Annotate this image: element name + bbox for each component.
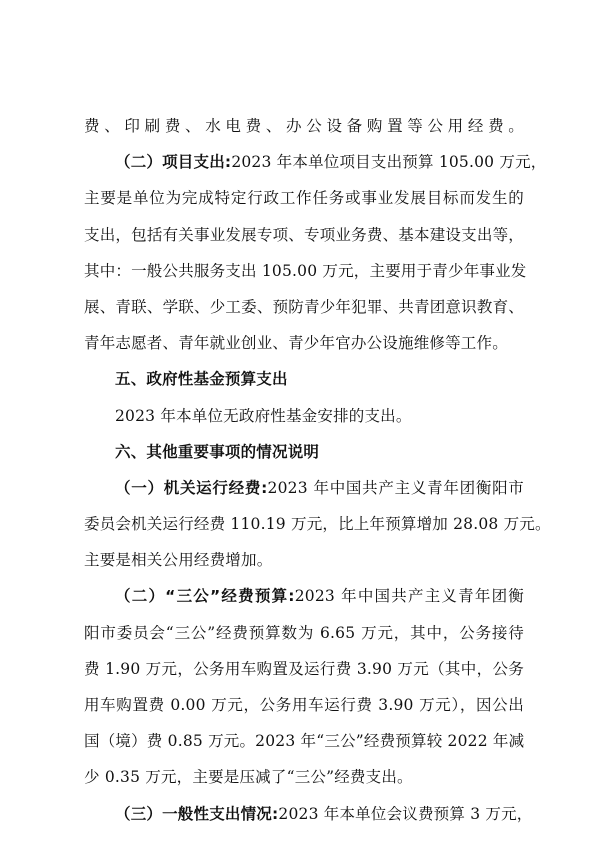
- paragraph-three-public-budget: （二）“三公”经费预算:2023 年中国共产主义青年团衡: [115, 587, 524, 606]
- text-line: 青年志愿者、青年就业创业、青少年官办公设施维修等工作。: [84, 334, 508, 353]
- text-line: 支出，包括有关事业发展专项、专项业务费、基本建设支出等，: [84, 225, 524, 244]
- lead-operating-costs: （一）机关运行经费:: [115, 478, 268, 497]
- text-line: 国（境）费 0.85 万元。2023 年“三公”经费预算较 2022 年减: [84, 732, 525, 751]
- lead-three-public-budget: （二）“三公”经费预算:: [115, 587, 295, 606]
- text-line: 展、青联、学联、少工委、预防青少年犯罪、共青团意识教育、: [84, 297, 524, 316]
- lead-general-expenditure: （三）一般性支出情况:: [115, 804, 279, 823]
- text-line: 委员会机关运行经费 110.19 万元，比上年预算增加 28.08 万元。: [84, 515, 551, 534]
- text-line: 费、印刷费、水电费、办公设备购置等公用经费。: [84, 117, 524, 135]
- text-line: 少 0.35 万元，主要是压减了“三公”经费支出。: [84, 768, 413, 787]
- text-line: 其中：一般公共服务支出 105.00 万元，主要用于青少年事业发: [84, 261, 527, 280]
- paragraph-operating-costs: （一）机关运行经费:2023 年中国共产主义青年团衡阳市: [115, 478, 525, 497]
- paragraph-project-expenditure: （二）项目支出:2023 年本单位项目支出预算 105.00 万元，: [115, 153, 547, 172]
- document-page: [84, 108, 551, 832]
- lead-project-expenditure: （二）项目支出:: [115, 153, 232, 172]
- text-line: 阳市委员会“三公”经费预算数为 6.65 万元，其中，公务接待: [84, 623, 524, 642]
- section-heading-six: 六、其他重要事项的情况说明: [115, 442, 320, 461]
- text-line: 用车购置费 0.00 万元，公务用车运行费 3.90 万元），因公出: [84, 696, 524, 714]
- section-heading-five: 五、政府性基金预算支出: [115, 370, 288, 389]
- text-line: 2023 年本单位无政府性基金安排的支出。: [115, 406, 412, 425]
- text-line: 主要是单位为完成特定行政工作任务或事业发展目标而发生的: [84, 189, 524, 208]
- text-line: 费 1.90 万元，公务用车购置及运行费 3.90 万元（其中，公务: [84, 659, 524, 678]
- paragraph-general-expenditure: （三）一般性支出情况:2023 年本单位会议费预算 3 万元，: [115, 804, 533, 823]
- text-line: 主要是相关公用经费增加。: [84, 551, 273, 570]
